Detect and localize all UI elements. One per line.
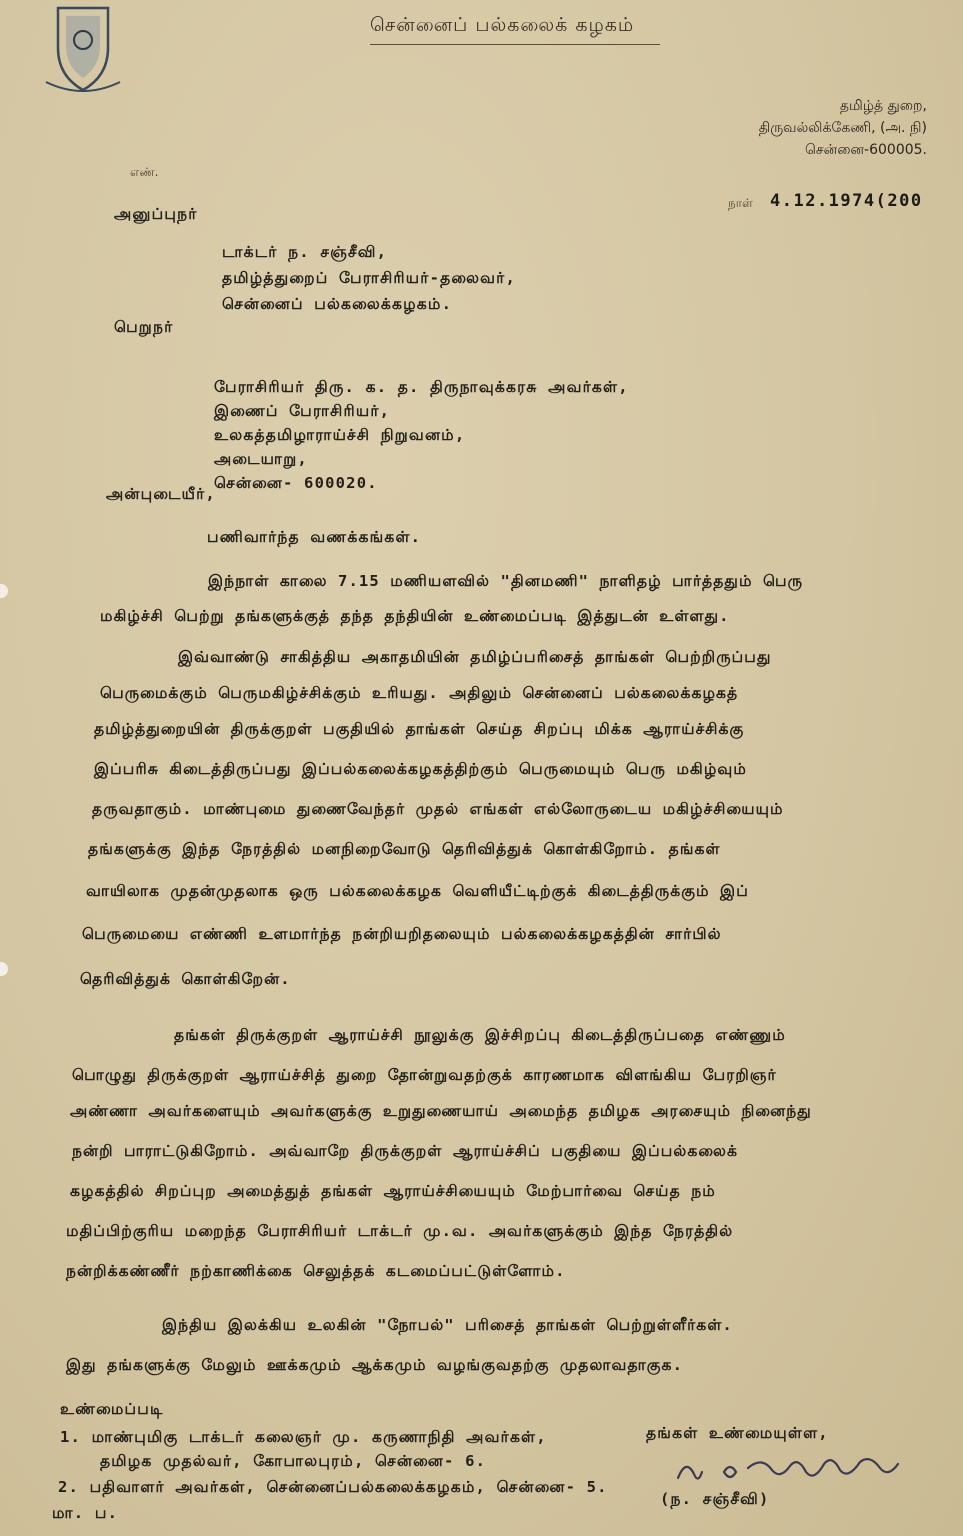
letter-date: 4.12.1974(200	[770, 191, 923, 211]
body-line-18: நன்றிக்கண்ணீர் நற்காணிக்கை செலுத்தக் கடமைப்பட்டுள்ளோம்.	[66, 1262, 566, 1280]
body-line-11: தெரிவித்துக் கொள்கிறேன்.	[80, 970, 291, 988]
body-line-15: நன்றி பாராட்டுகிறோம். அவ்வாறே திருக்குறள் ஆராய்ச்சிப் பகுதியை இப்பல்கலைக்	[72, 1142, 739, 1160]
body-line-16: கழகத்தில் சிறப்புற அமைத்துத் தங்கள் ஆராய்ச்சியையும் மேற்பார்வை செய்த நம்	[70, 1182, 716, 1200]
greeting: பணிவார்ந்த வணக்கங்கள்.	[207, 528, 422, 546]
department-line-2: திருவல்லிக்கேணி, (அ. நி)	[758, 120, 927, 136]
recipient-line-3: உலகத்தமிழாராய்ச்சி நிறுவனம்,	[214, 426, 466, 444]
sender-line-1: டாக்டர் ந. சஞ்சீவி,	[222, 243, 388, 261]
recipient-label: பெறுநர்	[114, 318, 174, 336]
body-line-10: பெருமையை எண்ணி உளமார்ந்த நன்றியறிதலையும் பல்கலைக்கழகத்தின் சார்பில்	[82, 925, 722, 943]
university-crest-icon	[40, 0, 126, 96]
sender-line-2: தமிழ்த்துறைப் பேராசிரியர்-தலைவர்,	[222, 269, 517, 287]
copy-label: உண்மைப்படி	[60, 1400, 164, 1418]
body-line-7: தருவதாகும். மாண்புமை துணைவேந்தர் முதல் எங்கள் எல்லோருடைய மகிழ்ச்சியையும்	[92, 800, 784, 818]
body-line-1: இந்நாள் காலை 7.15 மணியளவில் "தினமணி" நாளிதழ் பார்த்ததும் பெரு	[208, 572, 804, 590]
copy-line-3: 2. பதிவாளர் அவர்கள், சென்னைப்பல்கலைக்கழகம், சென்னை- 5.	[58, 1478, 608, 1496]
recipient-line-5: சென்னை- 600020.	[214, 474, 378, 492]
copy-line-2: தமிழக முதல்வர், கோபாலபுரம், சென்னை- 6.	[100, 1452, 487, 1470]
punch-hole	[0, 584, 8, 598]
body-line-8: தங்களுக்கு இந்த நேரத்தில் மனநிறைவோடு தெரிவித்துக் கொள்கிறோம். தங்கள்	[88, 840, 721, 858]
recipient-line-4: அடையாறு,	[214, 450, 308, 468]
department-line-1: தமிழ்த் துறை,	[839, 98, 927, 114]
punch-hole	[0, 962, 8, 976]
department-line-3: சென்னை-600005.	[805, 142, 927, 158]
body-line-4: பெருமைக்கும் பெருமகிழ்ச்சிக்கும் உரியது. அதிலும் சென்னைப் பல்கலைக்கழகத்	[100, 684, 739, 702]
date-label: நாள்	[728, 196, 753, 210]
body-line-2: மகிழ்ச்சி பெற்று தங்களுக்குத் தந்த தந்தியின் உண்மைப்படி இத்துடன் உள்ளது.	[100, 607, 730, 625]
body-line-20: இது தங்களுக்கு மேலும் ஊக்கமும் ஆக்கமும் வழங்குவதற்கு முதலாவதாகுக.	[66, 1356, 684, 1374]
recipient-line-2: இணைப் பேராசிரியர்,	[214, 402, 391, 420]
body-line-19: இந்திய இலக்கிய உலகின் "நோபல்" பரிசைத் தாங்கள் பெற்றுள்ளீர்கள்.	[162, 1316, 733, 1334]
body-line-3: இவ்வாண்டு சாகித்திய அகாதமியின் தமிழ்ப்பரிசைத் தாங்கள் பெற்றிருப்பது	[178, 648, 772, 666]
sender-line-3: சென்னைப் பல்கலைக்கழகம்.	[222, 295, 453, 313]
body-line-5: தமிழ்த்துறையின் திருக்குறள் பகுதியில் தாங்கள் செய்த சிறப்பு மிக்க ஆராய்ச்சிக்கு	[94, 720, 745, 738]
university-name: சென்னைப் பல்கலைக் கழகம்	[370, 14, 635, 36]
body-line-12: தங்கள் திருக்குறள் ஆராய்ச்சி நூலுக்கு இச்சிறப்பு கிடைத்திருப்பதை எண்ணும்	[174, 1026, 786, 1044]
copy-line-4: மா. ப.	[52, 1504, 119, 1522]
closing: தங்கள் உண்மையுள்ள,	[646, 1424, 829, 1442]
body-line-13: பொழுது திருக்குறள் ஆராய்ச்சித் துறை தோன்றுவதற்குக் காரணமாக விளங்கிய பேரறிஞர்	[72, 1066, 777, 1084]
body-line-6: இப்பரிசு கிடைத்திருப்பது இப்பல்கலைக்கழகத்திற்கும் பெருமையும் பெரு மகிழ்வும்	[94, 760, 747, 778]
salutation: அன்புடையீர்,	[106, 485, 216, 503]
handwritten-signature	[672, 1450, 912, 1490]
sender-label: அனுப்புநர்	[114, 205, 198, 223]
body-line-14: அண்ணா அவர்களையும் அவர்களுக்கு உறுதுணையாய் அமைந்த தமிழக அரசையும் நினைந்து	[70, 1102, 812, 1120]
reference-label: எண்.	[130, 165, 159, 179]
body-line-17: மதிப்பிற்குரிய மறைந்த பேராசிரியர் டாக்டர் மு.வ. அவர்களுக்கும் இந்த நேரத்தில்	[66, 1222, 734, 1240]
header-underline	[370, 44, 660, 45]
copy-line-1: 1. மாண்புமிகு டாக்டர் கலைஞர் மு. கருணாநிதி அவர்கள்,	[60, 1428, 547, 1446]
recipient-line-1: பேராசிரியர் திரு. க. த. திருநாவுக்கரசு அவர்கள்,	[214, 378, 629, 396]
body-line-9: வாயிலாக முதன்முதலாக ஒரு பல்கலைக்கழக வெளியீட்டிற்குக் கிடைத்திருக்கும் இப்	[86, 882, 749, 900]
signatory-name: (ந. சஞ்சீவி)	[660, 1490, 770, 1508]
